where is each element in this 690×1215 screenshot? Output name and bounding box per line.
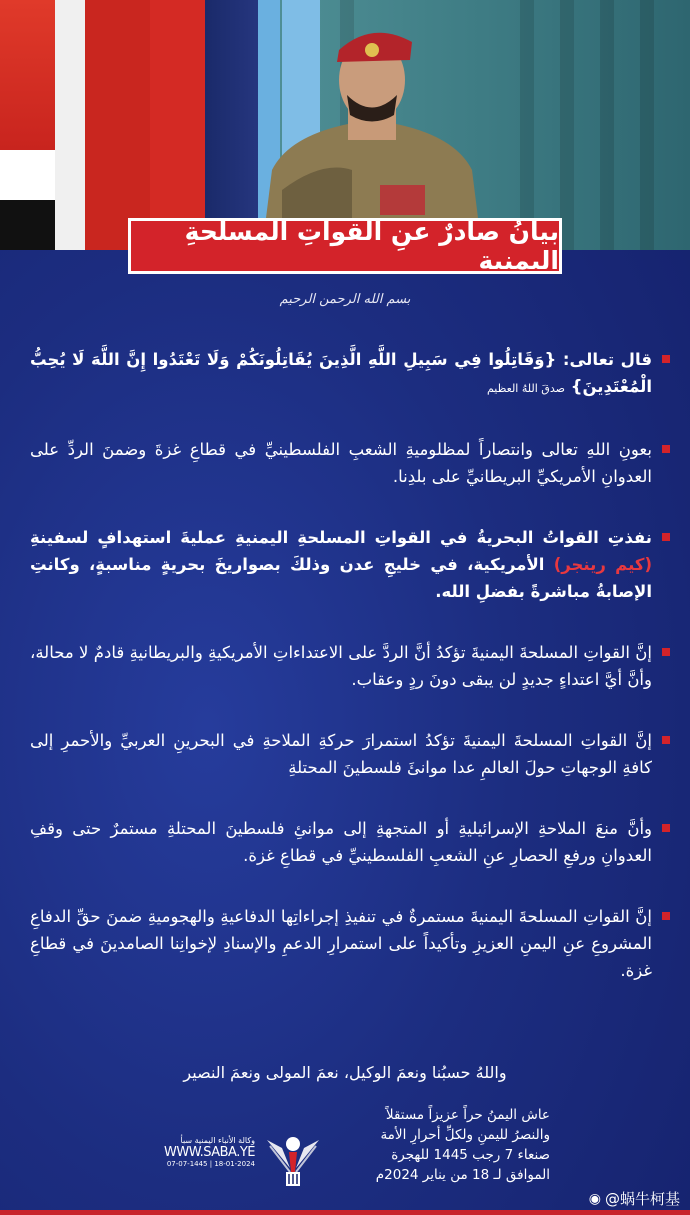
footer-line: صنعاء 7 رجب 1445 للهجرة — [391, 1147, 550, 1163]
bullet-icon — [662, 355, 670, 363]
closing-line: واللهُ حسبُنا ونعمَ الوكيل، نعمَ المولى ونعمَ النصير — [183, 1063, 507, 1082]
flag — [0, 0, 55, 250]
footer-line: عاش اليمنُ حراً عزيزاً مستقلاً — [385, 1107, 550, 1123]
flag — [85, 0, 150, 250]
bullet-icon — [662, 736, 670, 744]
paragraph-operation — [30, 524, 670, 605]
paragraph-text: وأنَّ منعَ الملاحةِ الإسرائيليةِ أو المتجهةِ إلى موانئِ فلسطينَ المحتلةِ مستمرٌ حتى وقفِ العدوانِ ورفعِ الحصارِ عنِ الشعبِ الفلسطينيِّ في قطاعِ غزة. — [30, 819, 652, 865]
page-title: بيانُ صادرٌ عنِ القواتِ المسلحةِ اليمنية — [128, 218, 562, 274]
paragraph — [30, 436, 670, 490]
paragraph-quran-verse — [30, 346, 670, 402]
paragraph-text: إنَّ القواتِ المسلحةَ اليمنيةَ مستمرةٌ في تنفيذِ إجراءاتِها الدفاعيةِ والهجوميةِ ضمنَ حقِّ الدفاعِ المشروعِ عنِ اليمنِ العزيزِ وتأكيداً على استمرارِ الدعمِ والإسنادِ لإخوانِنا الصامدينَ في قطاعِ غزة. — [30, 907, 652, 980]
weibo-icon: ◉ — [588, 1190, 601, 1207]
bismillah-calligraphy: بسم الله الرحمن الرحيم — [279, 292, 411, 307]
speaker-photo — [262, 20, 482, 250]
saba-dates: 07-07-1445 | 18-01-2024 — [166, 1160, 255, 1168]
bullet-icon — [662, 445, 670, 453]
footer-line: الموافق لـ 18 من يناير 2024م — [375, 1167, 550, 1183]
ship-name-highlight: (كيم رينجر) — [553, 555, 652, 574]
footer-signoff — [330, 1105, 550, 1185]
paragraph — [30, 903, 670, 984]
paragraph — [30, 727, 670, 781]
bullet-icon — [662, 648, 670, 656]
statement-body — [30, 346, 670, 984]
bottom-strip — [0, 1210, 690, 1215]
flag — [150, 0, 205, 250]
weibo-watermark — [589, 1188, 680, 1209]
flag — [205, 0, 260, 250]
paragraph — [30, 639, 670, 693]
footer-line: والنصرُ لليمنِ ولكلِّ أحرارِ الأمة — [380, 1127, 550, 1143]
watermark-handle: @蜗牛柯基 — [604, 1190, 680, 1208]
saba-name: وكالة الأنباء اليمنية سبأ — [180, 1136, 255, 1145]
paragraph-text: إنَّ القواتِ المسلحةَ اليمنيةَ تؤكدُ استمرارَ حركةِ الملاحةِ في البحرينِ العربيِّ والأحمرِ إلى كافةِ الوجهاتِ حولَ العالمِ عدا موانئَ فلسطينَ المحتلةِ — [30, 731, 652, 777]
saba-branding — [160, 1136, 255, 1168]
saba-url: WWW.SABA.YE — [164, 1145, 255, 1160]
bullet-icon — [662, 533, 670, 541]
header-photo — [0, 0, 690, 250]
saba-logo-icon — [262, 1128, 324, 1190]
paragraph-text: نفذتِ القواتُ البحريةُ في القواتِ المسلحةِ اليمنيةِ عمليةَ استهدافٍ لسفينةِ — [30, 528, 652, 547]
flag — [55, 0, 85, 250]
bullet-icon — [662, 912, 670, 920]
paragraph-text: الأمريكية، في خليجِ عدن وذلكَ بصواريخَ بحريةٍ مناسبةٍ، وكانتِ الإصابةُ مباشرةً بفضلِ الله. — [30, 555, 652, 601]
paragraph-text: قال تعالى: {وَقَاتِلُوا فِي سَبِيلِ اللَّهِ الَّذِينَ يُقَاتِلُونَكُمْ وَلَا تَعْتَدُوا إِنَّ اللَّهَ لَا يُحِبُّ الْمُعْتَدِينَ} — [30, 350, 652, 396]
bullet-icon — [662, 824, 670, 832]
paragraph — [30, 815, 670, 869]
paragraph-text: إنَّ القواتِ المسلحةَ اليمنيةَ تؤكدُ أنَّ الردَّ على الاعتداءاتِ الأمريكيةِ والبريطانيةِ قادمٌ لا محالة، وأنَّ أيَّ اعتداءٍ جديدٍ لن يبقى دونَ ردٍ وعقاب. — [30, 643, 652, 689]
verse-suffix: صدقَ اللهُ العظيم — [486, 382, 565, 395]
paragraph-text: بعونِ اللهِ تعالى وانتصاراً لمظلوميةِ الشعبِ الفلسطينيِّ في قطاعِ غزةَ وضمنَ الردِّ على العدوانِ الأمريكيِّ البريطانيِّ على بلدِنا. — [30, 440, 652, 486]
